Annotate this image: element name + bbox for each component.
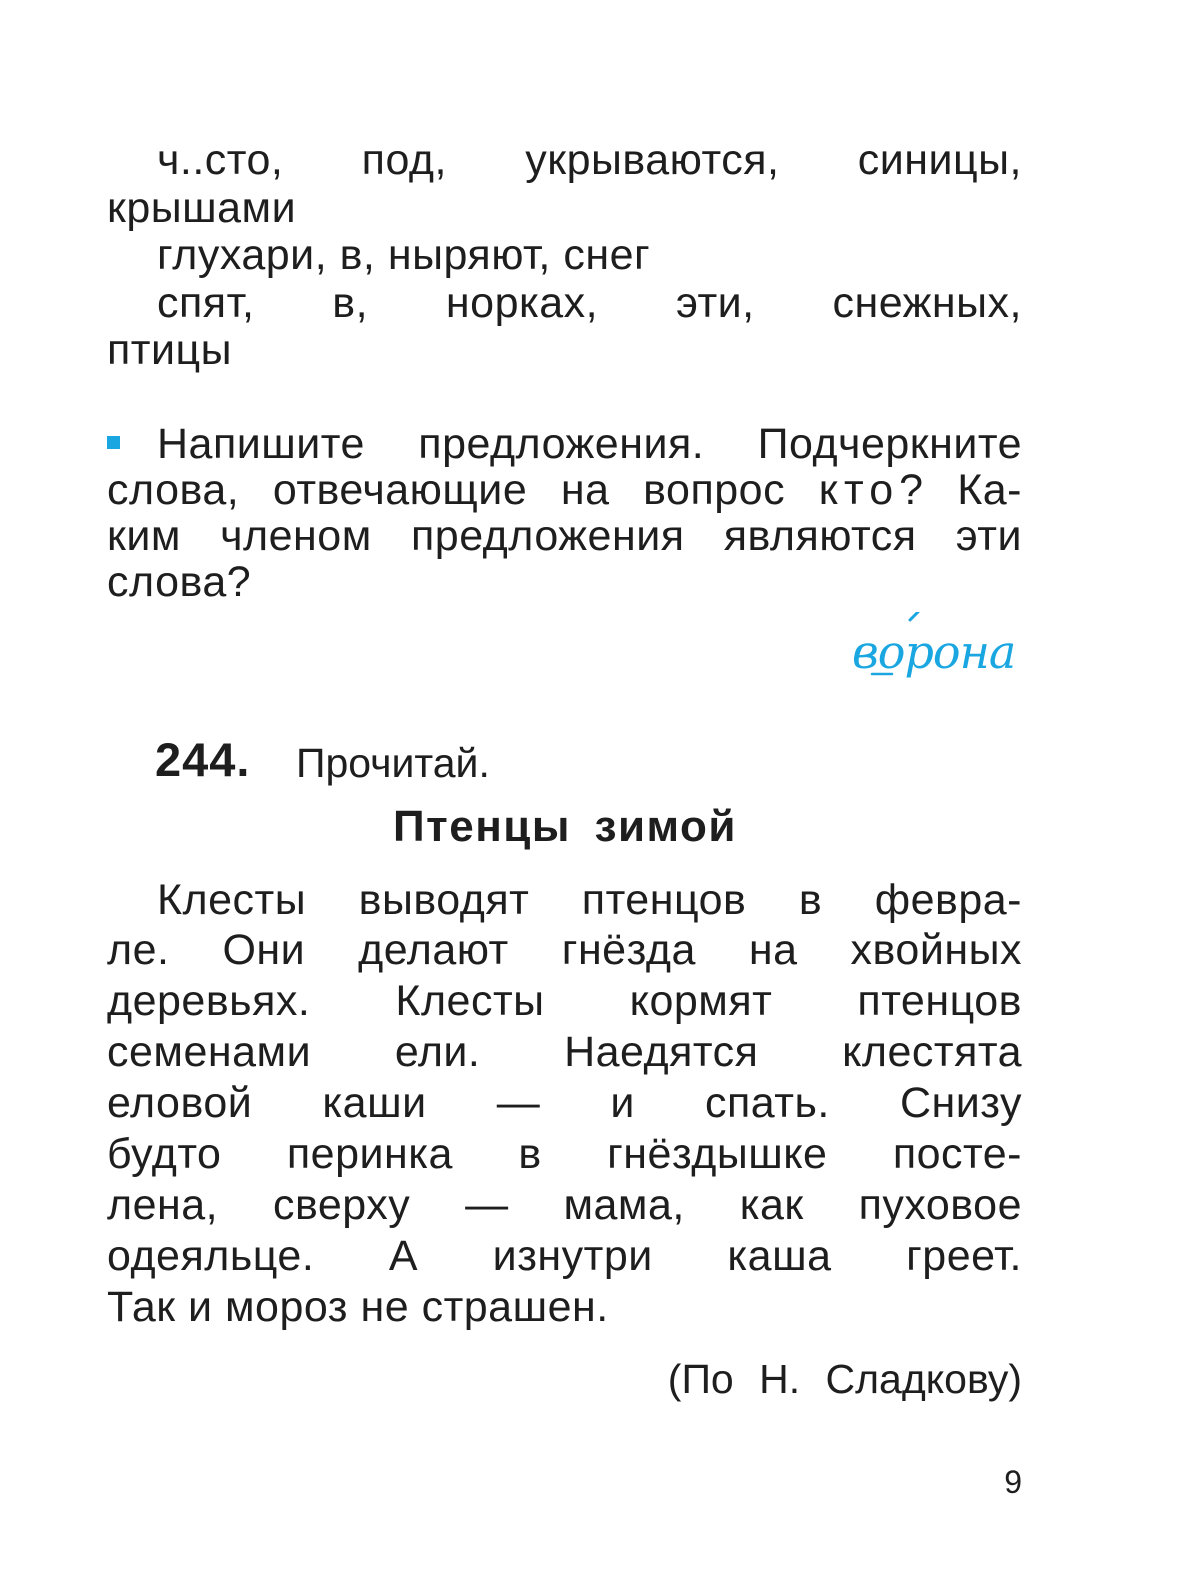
text-line-2: ле. Они делают гнёзда на хвойных [107, 926, 1022, 974]
text-line-6: будто перинка в гнёздышке посте- [107, 1130, 1022, 1178]
word-group-2: глухари, в, ныряют, снег [157, 231, 651, 279]
word-group-1-continuation: крышами [107, 184, 297, 232]
svg-text:ворона: ворона [852, 625, 1016, 679]
vocabulary-word-handwritten [848, 612, 1028, 702]
task-line-2 [107, 466, 1022, 514]
question-word: кто [818, 466, 900, 514]
text-line-8: одеяльце. А изнутри каша греет. [107, 1232, 1022, 1280]
task-bullet-icon [107, 436, 120, 449]
text-line-3: деревьях. Клесты кормят птенцов [107, 977, 1022, 1025]
task-line-1: Напишите предложения. Подчеркните [157, 420, 1022, 468]
exercise-number: 244. [155, 733, 251, 786]
task-line-4: слова? [107, 558, 252, 606]
text-title: Птенцы зимой [393, 802, 737, 851]
word-group-3-continuation: птицы [107, 326, 233, 374]
task-line-2-start: слова, отвечающие на вопрос [107, 466, 819, 514]
text-attribution: (По Н. Сладкову) [667, 1356, 1022, 1402]
task-line-3: ким членом предложения являются эти [107, 512, 1022, 560]
word-group-1: ч..сто, под, укрываются, синицы, [157, 136, 1022, 184]
text-line-9: Так и мороз не страшен. [107, 1283, 609, 1331]
task-line-2-end: ? Ка- [899, 466, 1022, 514]
page-number: 9 [1004, 1464, 1022, 1500]
exercise-instruction: Прочитай. [296, 740, 490, 786]
text-line-1: Клесты выводят птенцов в февра- [157, 876, 1022, 924]
text-line-7: лена, сверху — мама, как пуховое [107, 1181, 1022, 1229]
text-line-4: семенами ели. Наедятся клестята [107, 1028, 1022, 1076]
word-group-3: спят, в, норках, эти, снежных, [157, 279, 1022, 327]
text-line-5: еловой каши — и спать. Снизу [107, 1079, 1022, 1127]
